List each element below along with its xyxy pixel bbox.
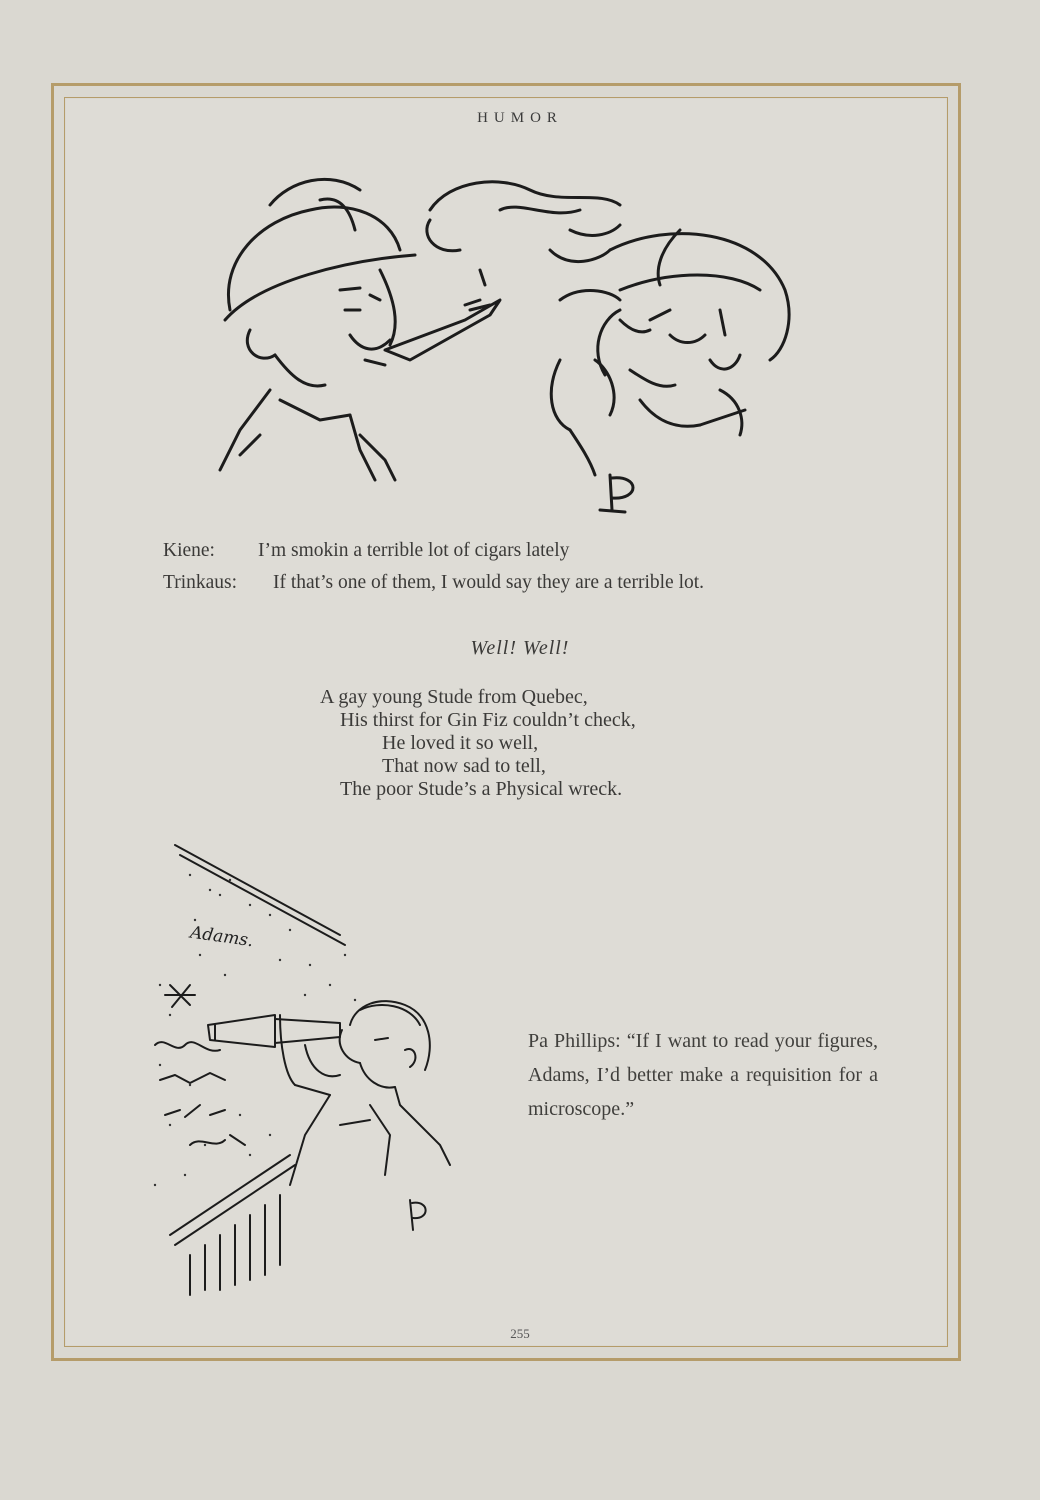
speaker-trinkaus: Trinkaus: xyxy=(163,572,238,593)
cigar-cartoon xyxy=(200,160,800,520)
telescope-cartoon xyxy=(130,835,470,1305)
poem-line: His thirst for Gin Fiz couldn’t check, xyxy=(340,709,636,731)
line-kiene: I’m smokin a terrible lot of cigars lately xyxy=(258,540,570,561)
poem-title: Well! Well! xyxy=(470,637,570,659)
blackboard-name: Adams. xyxy=(188,922,255,952)
speaker-kiene: Kiene: xyxy=(163,540,215,561)
poem-line: He loved it so well, xyxy=(382,732,539,754)
page-number: 255 xyxy=(510,1326,530,1341)
poem-line: The poor Stude’s a Physical wreck. xyxy=(340,778,623,800)
page-header: HUMOR xyxy=(477,110,563,126)
dialogue-line-kiene xyxy=(163,540,569,562)
poem-line: A gay young Stude from Quebec, xyxy=(320,686,588,708)
line-trinkaus: If that’s one of them, I would say they are a terrible lot. xyxy=(273,572,705,593)
caption: Pa Phillips: “If I want to read your figures, Adams, I’d better make a requisition for a microscope.” xyxy=(528,1030,878,1120)
poem-line: That now sad to tell, xyxy=(382,755,546,777)
dialogue-line-trinkaus xyxy=(163,572,704,594)
